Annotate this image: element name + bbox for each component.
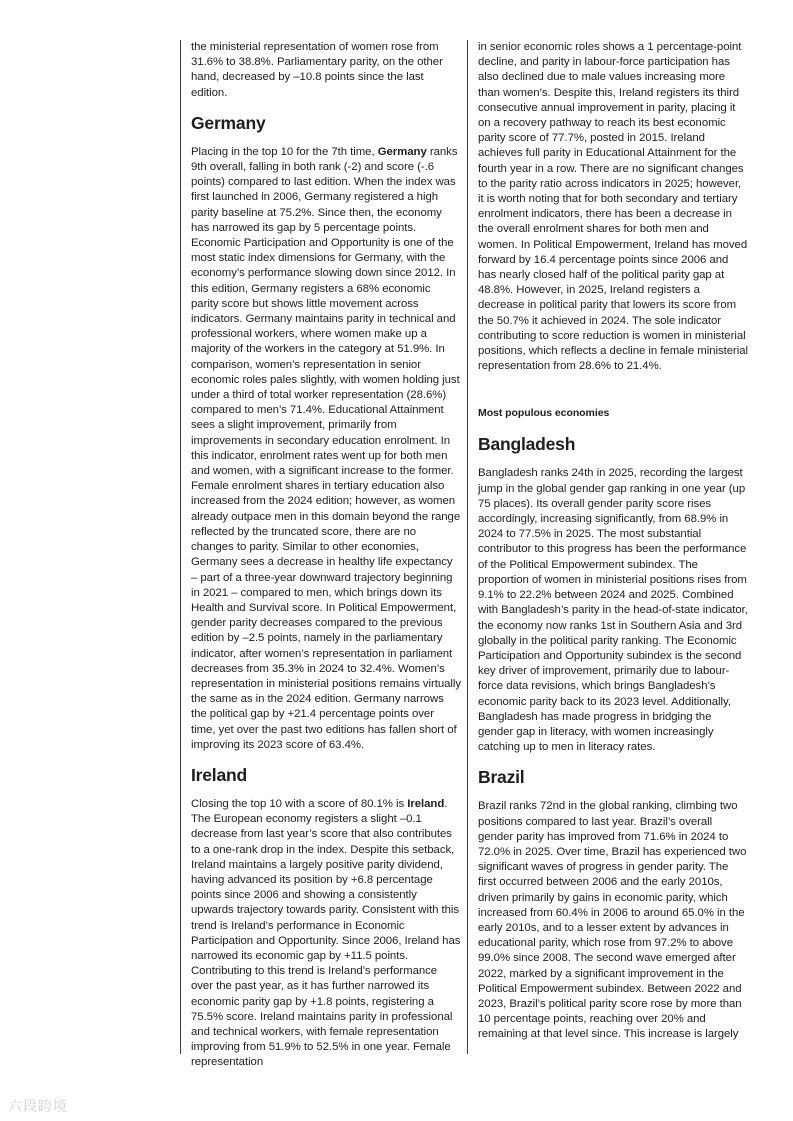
ireland-paragraph: [191, 797, 461, 1071]
right-column-rule: [467, 40, 468, 1054]
germany-paragraph: [191, 145, 461, 753]
germany-bold: Germany: [377, 145, 427, 158]
bangladesh-paragraph: Bangladesh ranks 24th in 2025, recording the largest jump in the global gender gap ranking in one year (up 75 places). Its overall gender parity score rises accordingly, increasing significantly, from 68.9% in 2024 to 77.5% in 2025. The most substantial contributor to this progress has been the performance of the Political Empowerment subindex. The proportion of women in ministerial positions rises from 9.1% to 22.2% between 2024 and 2025. Combined with Bangladesh’s parity in the head-of-state indicator, the economy now ranks 1st in Southern Asia and 3rd globally in the political parity ranking. The Economic Participation and Opportunity subindex is the second key driver of improvement, primarily due to labour-force data revisions, which brings Bangladesh’s economic parity back to its 2023 level. Additionally, Bangladesh has made progress in bridging the gender gap in literacy, with women increasingly catching up to men in literacy rates.: [478, 467, 748, 754]
germany-lead: Placing in the top 10 for the 7th time,: [191, 145, 378, 158]
ireland-continued-paragraph: in senior economic roles shows a 1 percentage-point decline, and parity in labour-force participation has also declined due to male values increasing more than women’s. Despite this, Ireland registers its third consecutive annual improvement in parity, placing it on a recovery pathway to reach its best economic parity score of 77.7%, posted in 2015. Ireland achieves full parity in Educational Attainment for the fourth year in a row. There are no significant changes to the parity ratio across indicators in 2025; however, it is worth noting that for both secondary and tertiary enrolment indicators, there has been a decrease in the overall enrolment shares for both men and women. In Political Empowerment, Ireland has moved forward by 16.4 percentage points since 2006 and has nearly closed half of the political parity gap at 48.8%. However, in 2025, Ireland registers a decrease in political parity that lowers its score from the 50.7% it achieved in 2024. The sole indicator contributing to score reduction is women in ministerial positions, which reflects a decline in female ministerial representation from 28.6% to 21.4%.: [478, 41, 749, 373]
ireland-rest: . The European economy registers a slight –0.1 decrease from last year’s score that also contributes to a one-rank drop in the index. Despite this setback, Ireland maintains a largely positive parity dividend, having advanced its position by +6.8 percentage points since 2006 and showing a consistently upwards trajectory towards parity. Consistent with this trend is Ireland’s performance in Economic Participation and Opportunity. Since 2006, Ireland has narrowed its economic gap by +11.5 points. Contributing to this trend is Ireland’s performance over the past year, as it has further narrowed its economic parity gap by +1.8 points, registering a 75.5% score. Ireland maintains parity in professional and technical workers, with female representation improving from 51.9% to 52.5% in one year. Female representation: [191, 797, 461, 1069]
ireland-bold: Ireland: [407, 797, 445, 810]
watermark: 六段跨境: [8, 1098, 68, 1114]
right-column: [478, 40, 748, 1043]
left-column-rule: [180, 40, 181, 1054]
germany-heading: Germany: [191, 112, 266, 133]
ireland-heading: Ireland: [191, 764, 247, 785]
section-label: Most populous economies: [478, 407, 610, 420]
intro-paragraph: the ministerial representation of women rose from 31.6% to 38.8%. Parliamentary parity, on the other hand, decreased by –10.8 points since the last edition.: [191, 41, 443, 99]
ireland-lead: Closing the top 10 with a score of 80.1% is: [191, 797, 408, 810]
germany-rest: ranks 9th overall, falling in both rank (-2) and score (-.6 points) compared to last edition. When the index was first launched in 2006, Germany registered a high parity baseline at 75.2%. Since then, the economy has narrowed its gap by 5 percentage points. Economic Participation and Opportunity is one of the most static index dimensions for Germany, with the economy’s performance slowing down since 2012. In this edition, Germany registers a 68% economic parity score but shows little movement across indicators. Germany maintains parity in technical and professional workers, where women make up a majority of the workers in the category at 51.9%. In comparison, women’s representation in senior economic roles pales slightly, with women holding just under a third of total worker representation (28.6%) compared to men’s 71.4%. Educational Attainment sees a slight improvement, primarily from improvements in secondary education enrolment. In this indicator, enrolment rates went up for both men and women, with a significant increase to the former. Female enrolment shares in tertiary education also increased from the 2024 edition; however, as women already outpace men in this domain beyond the range reflected by the truncated score, there are no changes to parity. Similar to other economies, Germany sees a decrease in healthy life expectancy – part of a three-year downward trajectory beginning in 2021 – compared to men, which brings down its Health and Survival score. In Political Empowerment, gender parity decreases compared to the previous edition by –2.5 points, namely in the parliamentary indicator, after women’s representation in parliament decreases from 35.3% in 2024 to 32.4%. Women’s representation in ministerial positions remains virtually the same as in the 2024 edition. Germany narrows the political gap by +21.4 percentage points over time, yet over the past two editions has fallen short of improving its 2023 score of 63.4%.: [191, 145, 462, 751]
bangladesh-heading: Bangladesh: [478, 434, 576, 455]
left-column: [191, 40, 461, 1071]
brazil-paragraph: Brazil ranks 72nd in the global ranking, climbing two positions compared to last year. Brazil’s overall gender parity has improved from 71.6% in 2024 to 72.0% in 2025. Over time, Brazil has experienced two significant waves of progress in gender parity. The first occurred between 2006 and the early 2010s, driven primarily by gains in economic parity, which increased from 60.4% in 2006 to around 65.0% in the early 2010s, and to a lesser extent by advances in educational parity, which rose from 97.2% to above 99.0% since 2008. The second wave emerged after 2022, marked by a significant improvement in the Political Empowerment subindex. Between 2022 and 2023, Brazil’s political parity score rose by more than 10 percentage points, reaching over 20% and remaining at that level since. This increase is largely: [478, 800, 747, 1041]
brazil-heading: Brazil: [478, 767, 525, 788]
